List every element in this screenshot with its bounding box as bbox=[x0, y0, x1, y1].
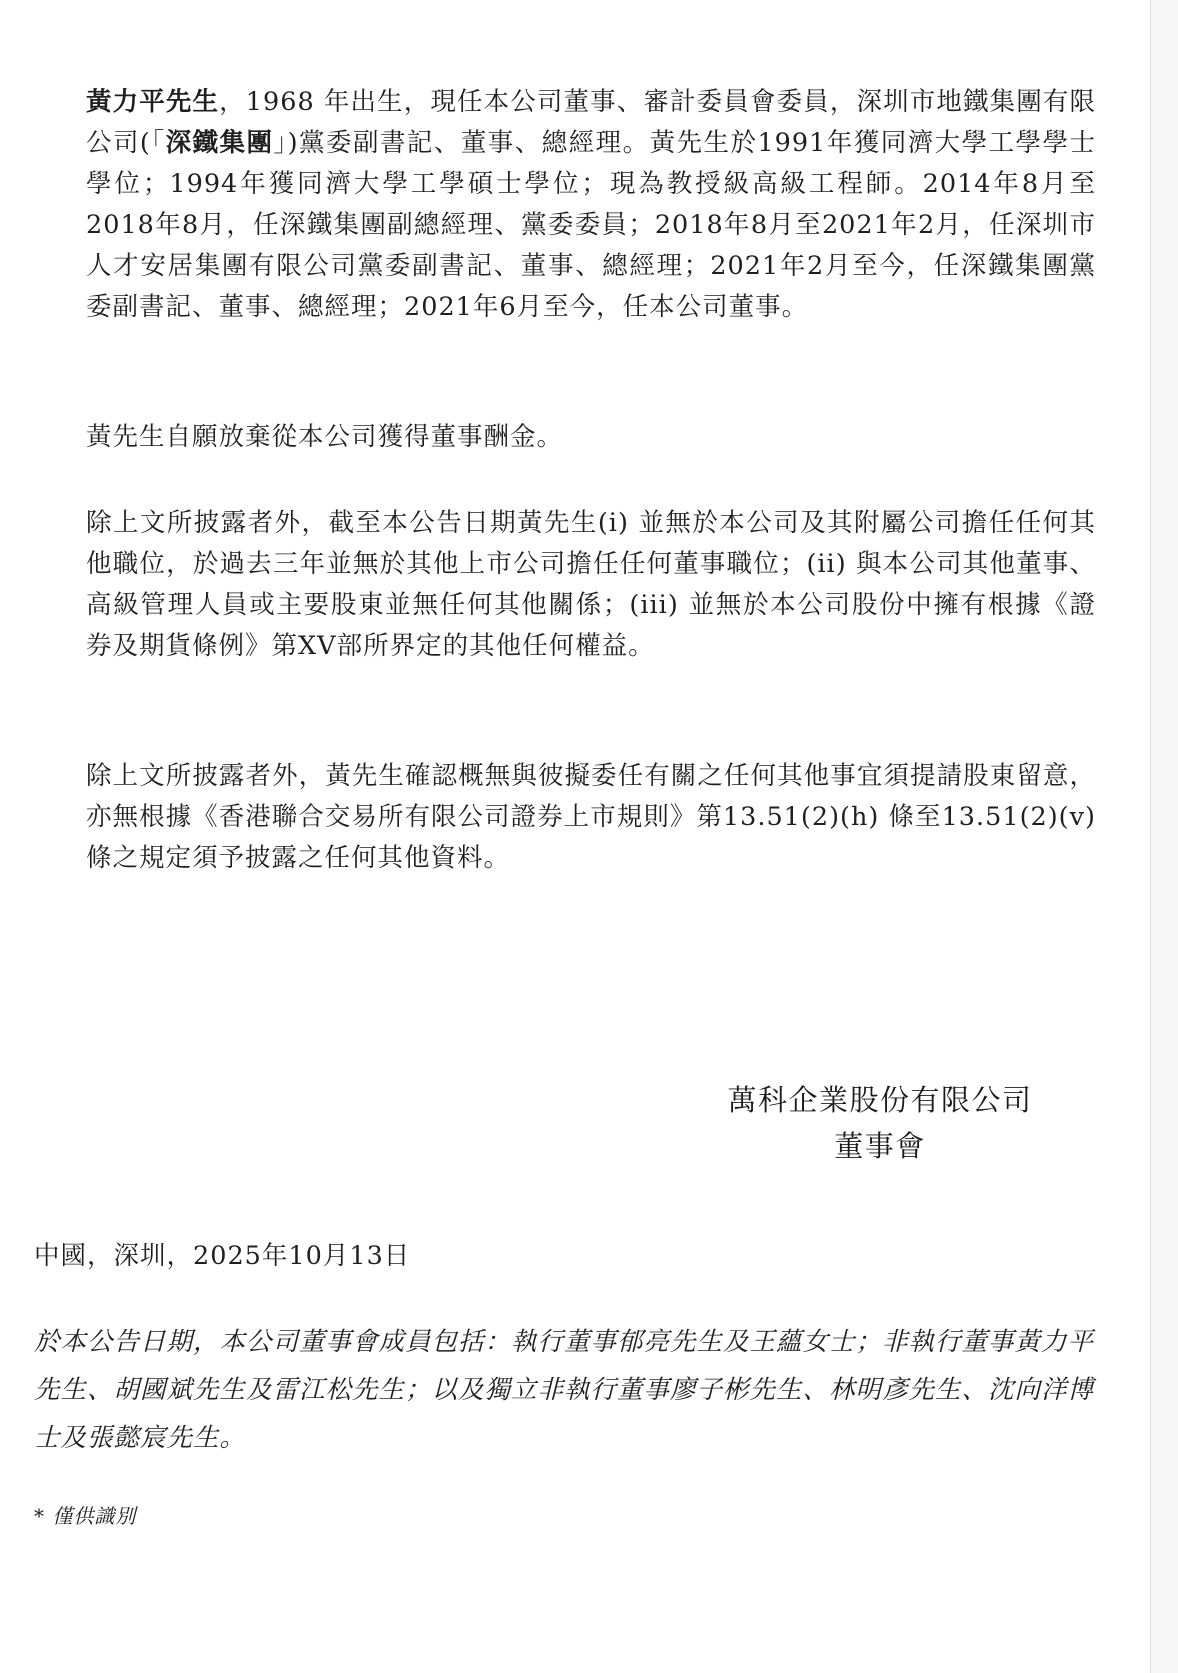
board-label: 董事會 bbox=[834, 1129, 926, 1163]
confirmation-paragraph: 除上文所披露者外，黃先生確認概無與彼擬委任有關之任何其他事宜須提請股東留意，亦無根據《香港聯合交易所有限公司證券上市規則》第13.51(2)(h) 條至13.51(2)(v) 條之規定須予披露之任何其他資料。 bbox=[86, 761, 1096, 873]
bio-text-part-2: 」)黨委副書記、董事、總經理。黃先生於1991年獲同濟大學工學學士學位；1994年獲同濟大學工學碩士學位；現為教授級高級工程師。2014年8月至2018年8月，任深鐵集團副總經理、黨委委員；2018年8月至2021年2月，任深圳市人才安居集團有限公司黨委副書記、董事、總經理；2021年2月至今，任深鐵集團黨委副書記、董事、總經理；2021年6月至今，任本公司董事。 bbox=[86, 128, 1096, 322]
place-and-date: 中國，深圳，2025年10月13日 bbox=[34, 1241, 411, 1271]
company-name: 萬科企業股份有限公司 bbox=[727, 1083, 1033, 1117]
remuneration-paragraph: 黃先生自願放棄從本公司獲得董事酬金。 bbox=[86, 422, 564, 452]
signature-block bbox=[690, 1077, 1070, 1169]
company-short-name: 深鐵集團 bbox=[165, 128, 274, 158]
director-name: 黃力平先生 bbox=[86, 87, 220, 117]
director-bio-paragraph bbox=[86, 82, 1096, 328]
page-edge bbox=[1150, 0, 1178, 1673]
board-members-paragraph: 於本公告日期，本公司董事會成員包括：執行董事郁亮先生及王蘊女士；非執行董事黃力平先生、胡國斌先生及雷江松先生；以及獨立非執行董事廖子彬先生、林明彥先生、沈向洋博士及張懿宸先生。 bbox=[34, 1327, 1095, 1453]
footnote: * 僅供識別 bbox=[34, 1504, 137, 1528]
disclosure-paragraph: 除上文所披露者外，截至本公告日期黃先生(i) 並無於本公司及其附屬公司擔任任何其他職位，於過去三年並無於其他上市公司擔任任何董事職位；(ii) 與本公司其他董事、高級管理人員或主要股東並無任何其他關係；(iii) 並無於本公司股份中擁有根據《證券及期貨條例》第XV部所界定的其他任何權益。 bbox=[86, 508, 1096, 661]
bio-text-part-1: ，1968 年出生，現任本公司董事、審計委員會委員，深圳市地鐵集團有限公司(「 bbox=[86, 87, 1096, 158]
